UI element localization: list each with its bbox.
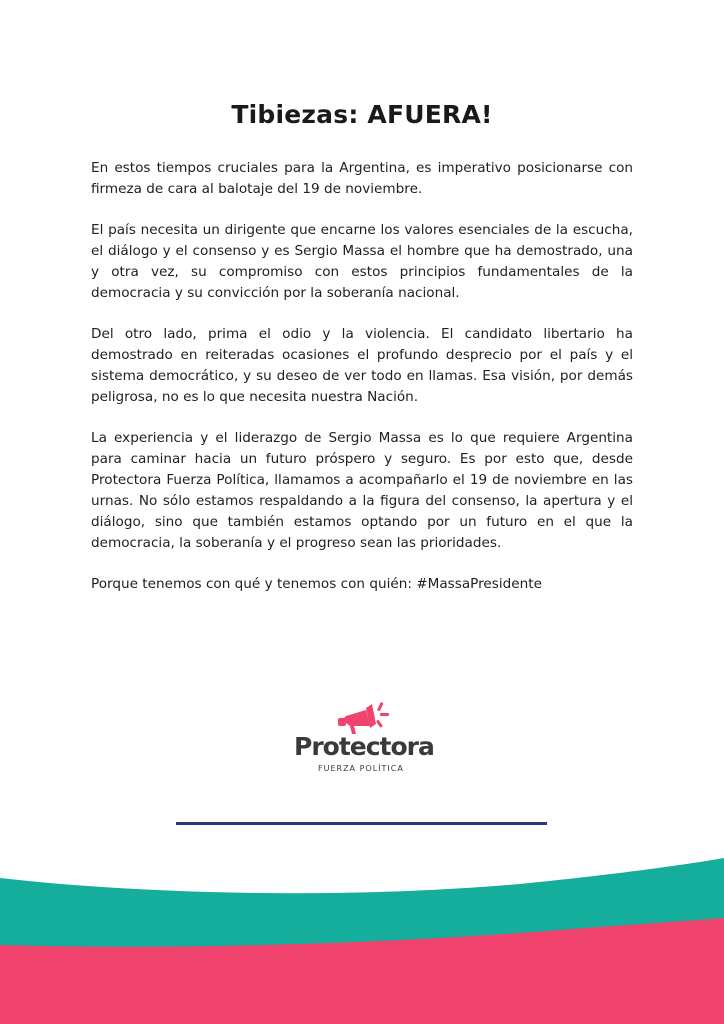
- letter-body: [91, 158, 633, 615]
- footer-waves: [0, 850, 724, 1024]
- paragraph-3: Del otro lado, prima el odio y la violencia. El candidato libertario ha demostrado en reiteradas ocasiones el profundo desprecio por el país y el sistema democrático, y su deseo de ver todo en llamas. Esa visión, por demás peligrosa, no es lo que necesita nuestra Nación.: [91, 326, 633, 405]
- paragraph-2: El país necesita un dirigente que encarne los valores esenciales de la escucha, el diálogo y el consenso y es Sergio Massa el hombre que ha demostrado, una y otra vez, su compromiso con estos principios fundamentales de la democracia y su convicción por la soberanía nacional.: [91, 222, 633, 301]
- logo-subtitle: FUERZA POLÍTICA: [318, 764, 404, 773]
- paragraph-1: En estos tiempos cruciales para la Argentina, es imperativo posicionarse con firmeza de cara al balotaje del 19 de noviembre.: [91, 160, 633, 197]
- divider-line: [176, 822, 547, 825]
- paragraph-4: La experiencia y el liderazgo de Sergio Massa es lo que requiere Argentina para caminar hacia un futuro próspero y seguro. Es por esto que, desde Protectora Fuerza Política, llamamos a acompañarlo el 19 de noviembre en las urnas. No sólo estamos respaldando a la figura del consenso, la apertura y el diálogo, sino que también estamos optando por un futuro en el que la democracia, la soberanía y el progreso sean las prioridades.: [91, 430, 633, 551]
- logo-wordmark: Protectora: [294, 732, 434, 761]
- paragraph-5: Porque tenemos con qué y tenemos con quién: #MassaPresidente: [91, 576, 542, 592]
- protectora-logo: [294, 700, 434, 780]
- page-title: Tibiezas: AFUERA!: [231, 100, 493, 129]
